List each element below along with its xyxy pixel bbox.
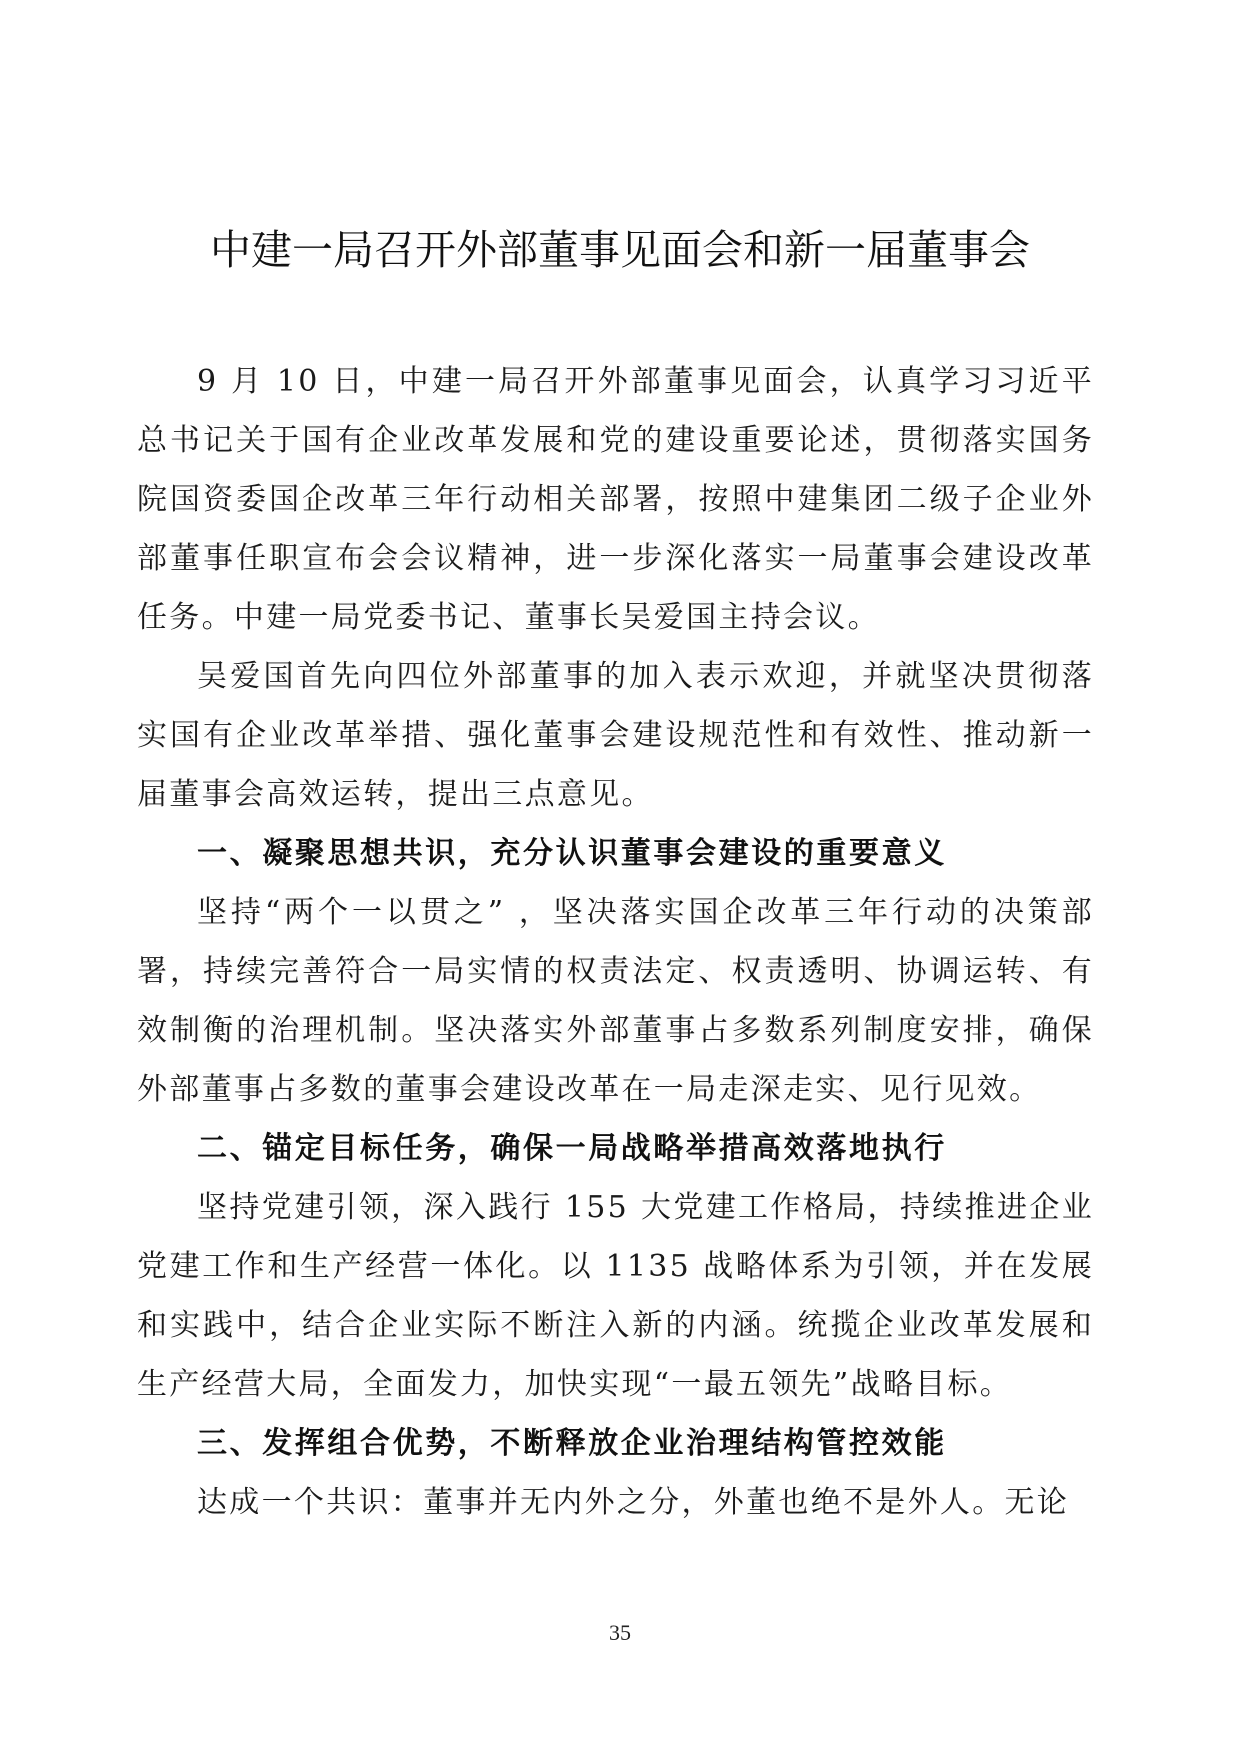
page-number: 35: [609, 1620, 631, 1645]
paragraph-chairman-remarks: 吴爱国首先向四位外部董事的加入表示欢迎，并就坚决贯彻落实国有企业改革举措、强化董事会建设规范性和有效性、推动新一届董事会高效运转，提出三点意见。: [137, 659, 1094, 812]
document-body: [137, 352, 1094, 1532]
section-heading-3: 三、发挥组合优势，不断释放企业治理结构管控效能: [197, 1426, 947, 1461]
section-text-1: 坚持“两个一以贯之” ，坚决落实国企改革三年行动的决策部署，持续完善符合一局实情的权责法定、权责透明、协调运转、有效制衡的治理机制。坚决落实外部董事占多数系列制度安排，确保外部董事占多数的董事会建设改革在一局走深走实、见行见效。: [137, 895, 1094, 1107]
section-text-2: 坚持党建引领，深入践行 155 大党建工作格局，持续推进企业党建工作和生产经营一体化。以 1135 战略体系为引领，并在发展和实践中，结合企业实际不断注入新的内涵。统揽企业改革发展和生产经营大局，全面发力，加快实现“一最五领先”战略目标。: [137, 1190, 1094, 1402]
section-heading-2: 二、锚定目标任务，确保一局战略举措高效落地执行: [197, 1131, 947, 1166]
section-text-3: 达成一个共识：董事并无内外之分，外董也绝不是外人。无论: [197, 1485, 1070, 1520]
paragraph-meeting-intro: 9 月 10 日，中建一局召开外部董事见面会，认真学习习近平总书记关于国有企业改革发展和党的建设重要论述，贯彻落实国务院国资委国企改革三年行动相关部署，按照中建集团二级子企业外部董事任职宣布会会议精神，进一步深化落实一局董事会建设改革任务。中建一局党委书记、董事长吴爱国主持会议。: [137, 364, 1094, 635]
section-heading-1: 一、凝聚思想共识，充分认识董事会建设的重要意义: [197, 836, 947, 871]
document-title: 中建一局召开外部董事见面会和新一届董事会: [210, 226, 1030, 274]
